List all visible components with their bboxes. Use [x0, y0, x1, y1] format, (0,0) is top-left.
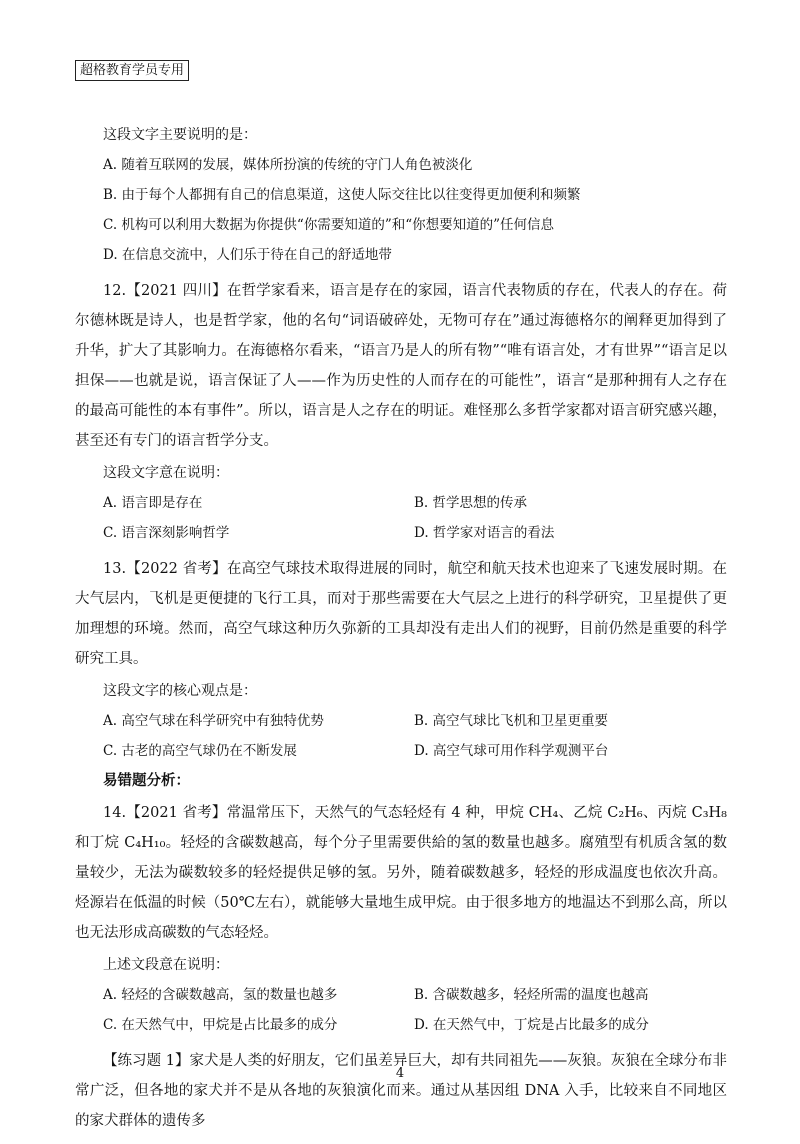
- q13-option-d: D. 高空气球可用作科学观测平台: [414, 743, 609, 759]
- q11-option-a: A. 随着互联网的发展，媒体所扮演的传统的守门人角色被淡化: [103, 157, 473, 173]
- q11-option-d: D. 在信息交流中，人们乐于待在自己的舒适地带: [103, 247, 392, 263]
- q11-prompt: 这段文字主要说明的是：: [103, 127, 257, 143]
- q11-option-c: C. 机构可以利用大数据为你提供“你需要知道的”和“你想要知道的”任何信息: [103, 217, 555, 233]
- q13-option-a: A. 高空气球在科学研究中有独特优势: [103, 713, 324, 729]
- q12-paragraph: [75, 276, 727, 456]
- q14-options-row-2: [103, 1016, 727, 1034]
- q13-options-row-1: [103, 712, 727, 730]
- q14-option-b: B. 含碳数越多，轻烃所需的温度也越高: [414, 987, 649, 1003]
- watermark-label: 超格教育学员专用: [75, 60, 189, 81]
- q14-number: 14.: [103, 805, 127, 821]
- q12-options-row-2: [103, 524, 727, 542]
- q13-paragraph: [75, 554, 727, 674]
- q11-option-b: B. 由于每个人都拥有自己的信息渠道，这使人际交往比以往变得更加便利和频繁: [103, 187, 581, 203]
- exercise1-paragraph: [75, 1046, 727, 1136]
- q13-source: 【2022 省考】: [126, 561, 227, 577]
- page-number: 4: [395, 1066, 405, 1081]
- q14-option-a: A. 轻烃的含碳数越高，氢的数量也越多: [103, 987, 338, 1003]
- exercise1-source: 【练习题 1】: [103, 1053, 190, 1069]
- q12-option-a: A. 语言即是存在: [103, 495, 203, 511]
- q12-prompt: 这段文字意在说明：: [103, 465, 229, 481]
- q14-text: 常温常压下，天然气的气态轻烃有 4 种，甲烷 CH₄、乙烷 C₂H₆、丙烷 C₃H₈ 和丁烷 C₄H₁₀。轻烃的含碳数越高，每个分子里需要供給的氢的数量也越多。腐殖型有机质含氢的数量较少，无法为碳数较多的轻烃提供足够的氢。另外，随着碳数越多，轻烃的形成温度也依次升高。烃源岩在低温的时候（50℃左右），就能够大量地生成甲烷。由于很多地方的地温达不到那么高，所以也无法形成高碳数的气态轻烃。: [75, 805, 727, 941]
- q14-option-c: C. 在天然气中，甲烷是占比最多的成分: [103, 1017, 338, 1033]
- q12-option-d: D. 哲学家对语言的看法: [414, 525, 555, 541]
- q13-number: 13.: [103, 561, 127, 577]
- q12-option-b: B. 哲学思想的传承: [414, 495, 528, 511]
- q12-option-c: C. 语言深刻影响哲学: [103, 525, 230, 541]
- q12-source: 【2021 四川】: [126, 283, 227, 299]
- q14-prompt: 上述文段意在说明：: [103, 957, 229, 973]
- q12-text: 在哲学家看来，语言是存在的家园，语言代表物质的存在，代表人的存在。荷尔德林既是诗人，也是哲学家，他的名句“词语破碎处，无物可存在”通过海德格尔的阐释更加得到了升华，扩大了其影响力。在海德格尔看来，“语言乃是人的所有物”“唯有语言处，才有世界”“语言足以担保——也就是说，语言保证了人——作为历史性的人而存在的可能性”，语言“是那种拥有人之存在的最高可能性的本有事件”。所以，语言是人之存在的明证。难怪那么多哲学家都对语言研究感兴趣，甚至还有专门的语言哲学分支。: [75, 283, 727, 449]
- page-content: [75, 126, 727, 1144]
- exercise1-text: 家犬是人类的好朋友，它们虽差异巨大，却有共同祖先——灰狼。灰狼在全球分布非常广泛，但各地的家犬并不是从各地的灰狼演化而来。通过从基因组 DNA 入手，比较来自不同地区的家犬群体的遗传多: [75, 1053, 727, 1129]
- q13-option-c: C. 古老的高空气球仍在不断发展: [103, 743, 297, 759]
- q12-options-row-1: [103, 494, 727, 512]
- analysis-heading: 易错题分析：: [103, 772, 190, 789]
- q13-option-b: B. 高空气球比飞机和卫星更重要: [414, 713, 609, 729]
- q14-source: 【2021 省考】: [126, 805, 227, 821]
- q14-options-row-1: [103, 986, 727, 1004]
- q13-options-row-2: [103, 742, 727, 760]
- q14-option-d: D. 在天然气中，丁烷是占比最多的成分: [414, 1017, 649, 1033]
- q13-prompt: 这段文字的核心观点是：: [103, 683, 257, 699]
- q13-text: 在高空气球技术取得进展的同时，航空和航天技术也迎来了飞速发展时期。在大气层内，飞机是更便捷的飞行工具，而对于那些需要在大气层之上进行的科学研究，卫星提供了更加理想的环境。然而，高空气球这种历久弥新的工具却没有走出人们的视野，目前仍然是重要的科学研究工具。: [75, 561, 727, 667]
- q14-paragraph: [75, 798, 727, 948]
- q12-number: 12.: [103, 283, 127, 299]
